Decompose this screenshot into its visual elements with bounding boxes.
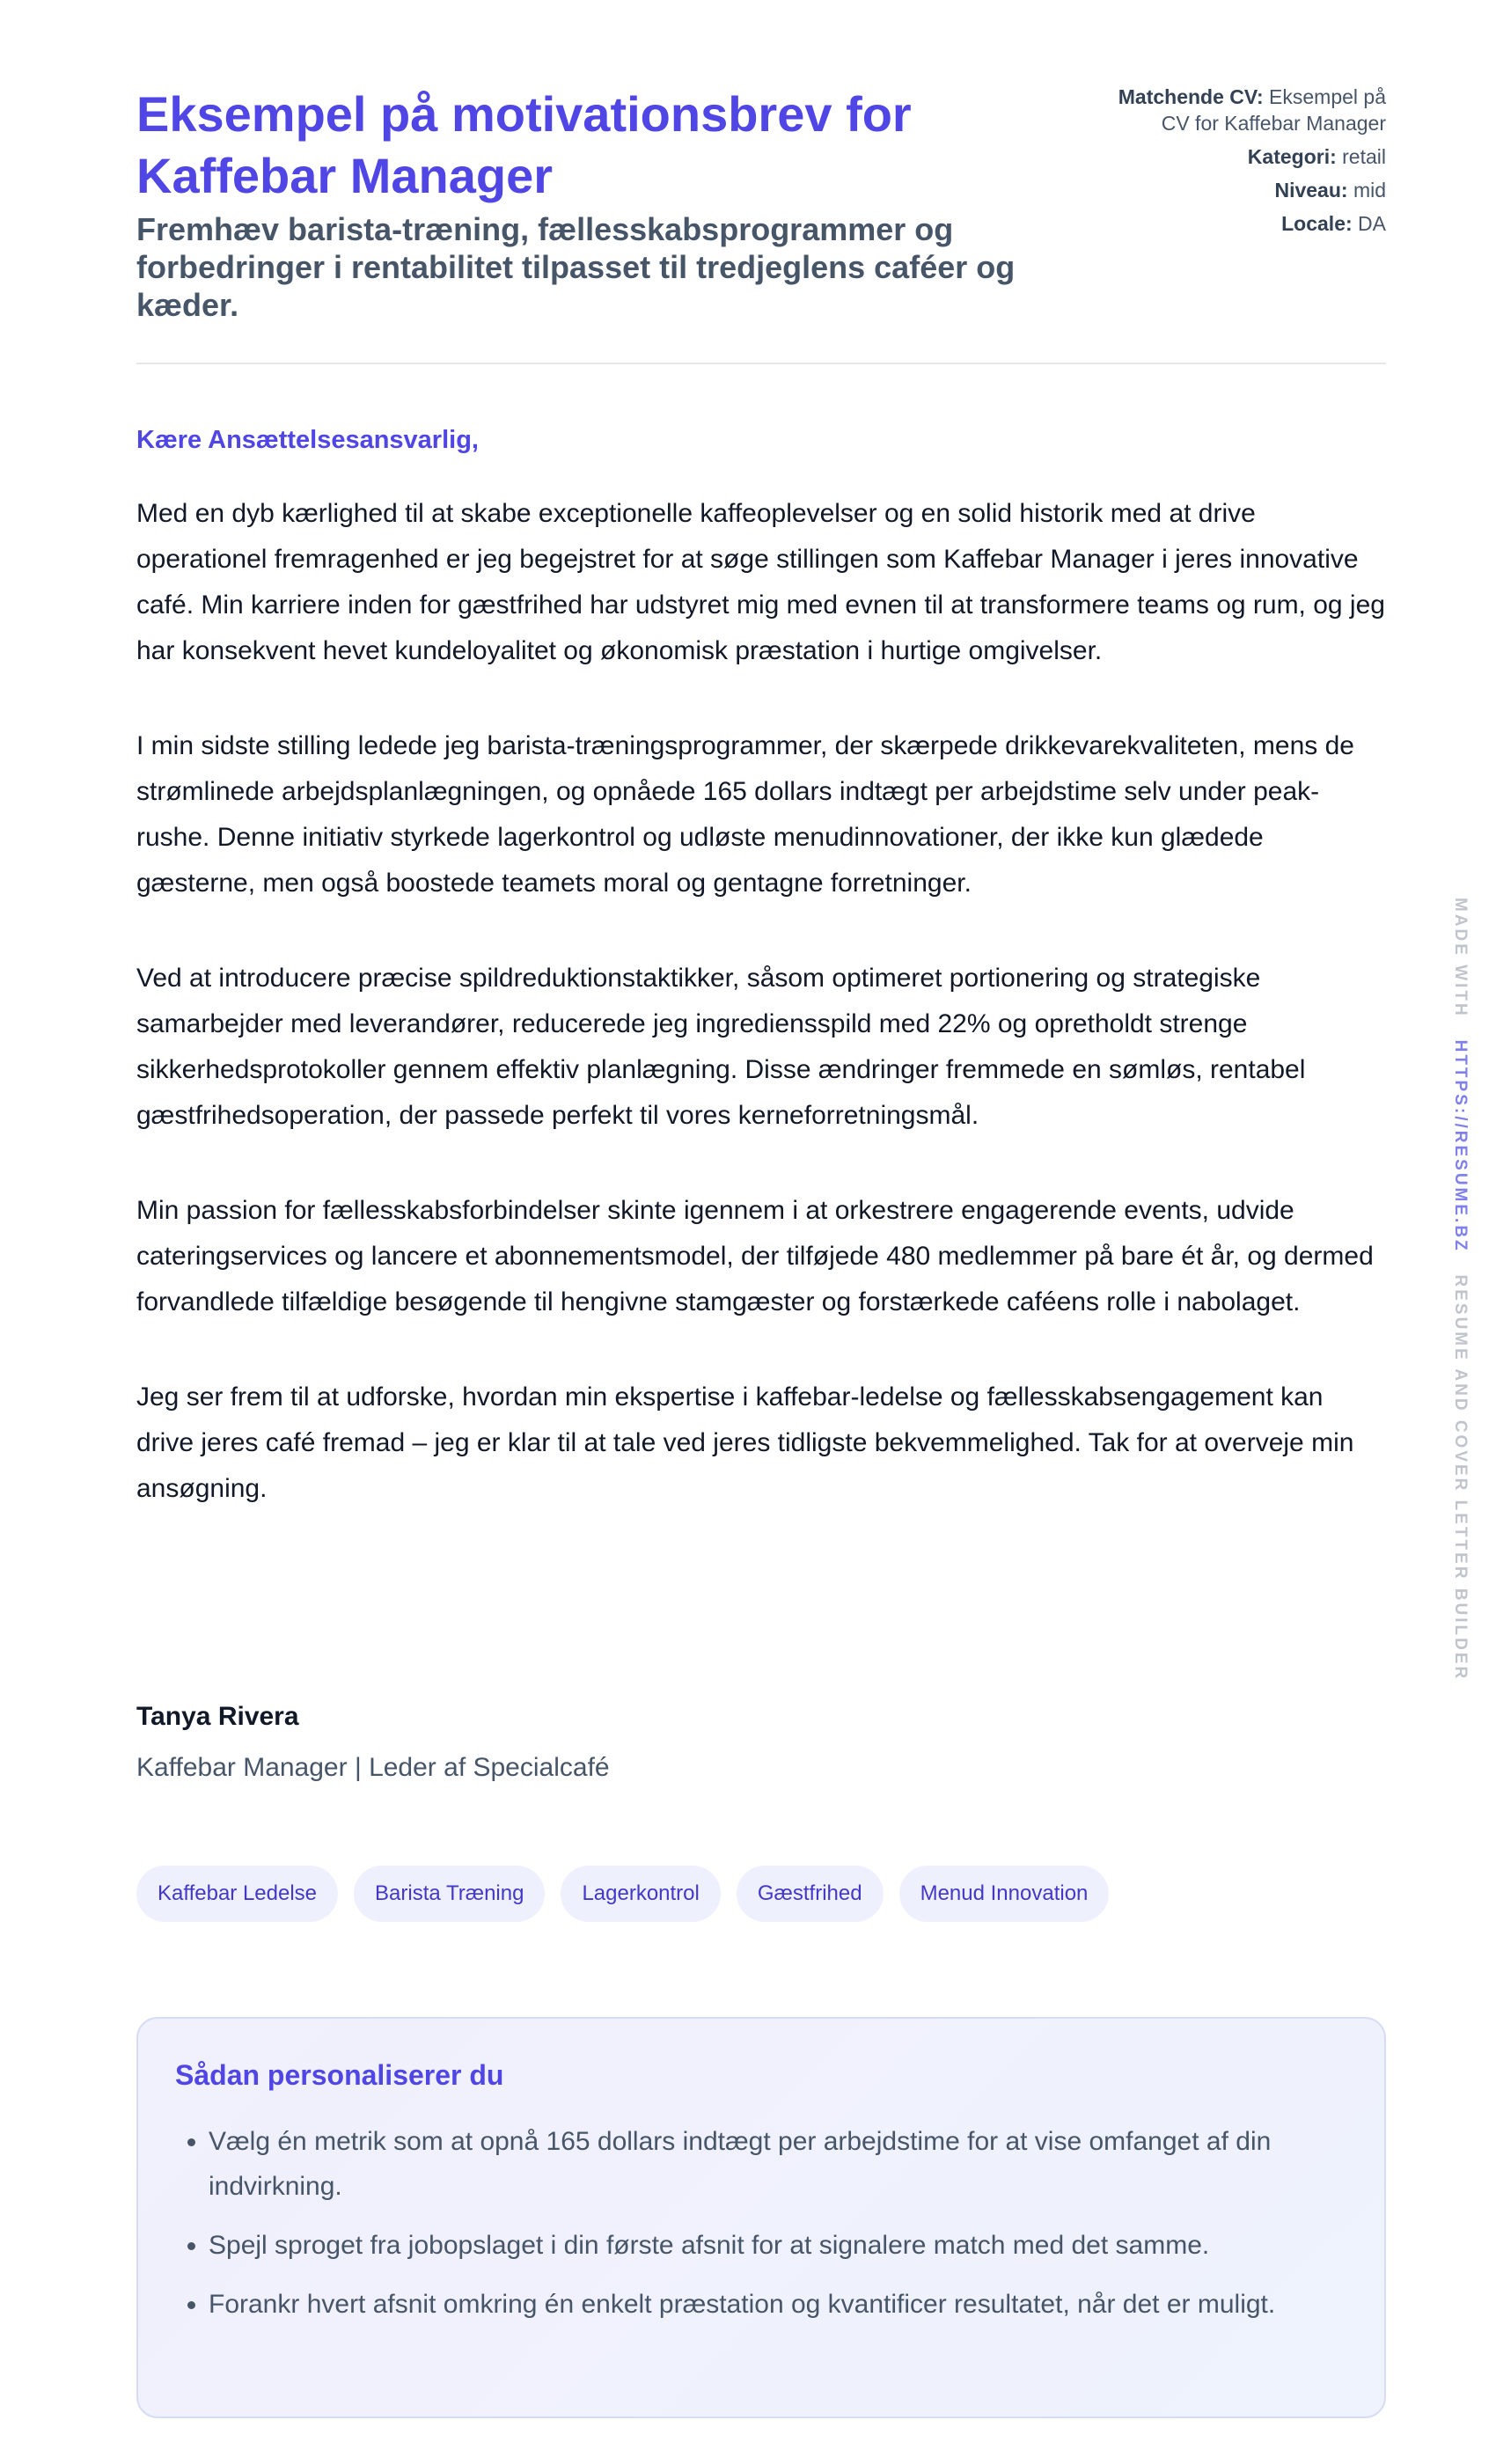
tag-lagerkontrol: Lagerkontrol	[561, 1866, 720, 1922]
meta-level	[1096, 177, 1386, 203]
tag-menud-innovation: Menud Innovation	[899, 1866, 1110, 1922]
letter-greeting: Kære Ansættelsesansvarlig,	[136, 426, 479, 454]
letter-paragraph-4: Min passion for fællesskabsforbindelser skinte igennem i at orkestrere engagerende events, udvide cateringservices og lancere et abonnementsmodel, der tilføjede 480 medlemmer på bare ét år, og dermed forvandlede tilfældige besøgende til hengivne stamgæster og forstærkede caféens rolle i nabolaget.	[136, 1196, 1374, 1316]
tips-title: Sådan personaliserer du	[175, 2059, 504, 2091]
meta-category-value: retail	[1342, 145, 1386, 168]
signature-title: Kaffebar Manager | Leder af Specialcafé	[136, 1753, 610, 1782]
tag-kaffebar-ledelse: Kaffebar Ledelse	[136, 1866, 338, 1922]
personalize-tips-box	[136, 2017, 1386, 2418]
meta-cv-label: Matchende CV:	[1118, 85, 1264, 108]
meta-category-label: Kategori:	[1247, 145, 1337, 168]
letter-paragraph-1: Med en dyb kærlighed til at skabe exceptionelle kaffeoplevelser og en solid historik med at drive operationel fremragenhed er jeg begejstret for at søge stillingen som Kaffebar Manager i jeres innovative café. Min karriere inden for gæstfrihed har udstyret mig med evnen til at transformere teams og rum, og jeg har konsekvent hevet kundeloyalitet og økonomisk præstation i hurtige omgivelser.	[136, 499, 1385, 665]
page-title: Eksempel på motivationsbrev for Kaffebar Manager	[136, 86, 912, 203]
made-with-prefix: MADE WITH	[1451, 898, 1470, 1018]
letter-body	[136, 422, 1386, 1561]
tag-gaestfrihed: Gæstfrihed	[737, 1866, 884, 1922]
letter-paragraph-2: I min sidste stilling ledede jeg barista-træningsprogrammer, der skærpede drikkevarekvaliteten, mens de strømlinede arbejdsplanlægningen, og opnåede 165 dollars indtægt per arbejdstime selv under peak-rushe. Denne initiativ styrkede lagerkontrol og udløste menudinnovationer, der ikke kun glædede gæsterne, men også boostede teamets moral og gentagne forretninger.	[136, 731, 1354, 898]
meta-locale	[1096, 210, 1386, 237]
meta-cv	[1096, 84, 1386, 136]
meta-level-value: mid	[1353, 179, 1386, 202]
signature-name: Tanya Rivera	[136, 1702, 299, 1731]
skill-tags	[136, 1866, 1109, 1922]
made-with-note	[1451, 898, 1483, 1682]
made-with-link[interactable]: HTTPS://RESUME.BZ	[1451, 1039, 1470, 1253]
letter-paragraph-5: Jeg ser frem til at udforske, hvordan min ekspertise i kaffebar-ledelse og fællesskabsengagement kan drive jeres café fremad – jeg er klar til at tale ved jeres tidligste bekvemmelighed. Tak for at overveje min ansøgning.	[136, 1382, 1354, 1503]
tip-item-3: • Forankr hvert afsnit omkring én enkelt præstation og kvantificer resultatet, når det er muligt.	[209, 2282, 1347, 2327]
tip-item-2: • Spejl sproget fra jobopslaget i din første afsnit for at signalere match med det samme.	[209, 2223, 1347, 2268]
tips-list	[175, 2119, 1347, 2327]
tip-item-1: • Vælg én metrik som at opnå 165 dollars indtægt per arbejdstime for at vise omfanget af din indvirkning.	[209, 2119, 1347, 2209]
meta-locale-label: Locale:	[1281, 212, 1353, 235]
header-divider	[136, 363, 1386, 364]
made-with-suffix: RESUME AND COVER LETTER BUILDER	[1451, 1274, 1470, 1682]
signature	[136, 1698, 1386, 1786]
meta-level-label: Niveau:	[1274, 179, 1348, 202]
tag-barista-traening: Barista Træning	[354, 1866, 545, 1922]
page-subtitle: Fremhæv barista-træning, fællesskabsprogrammer og forbedringer i rentabilitet tilpasset til tredjeglens caféer og kæder.	[136, 211, 1016, 323]
header	[136, 84, 1386, 324]
meta-cv-value[interactable]: Eksempel på CV for Kaffebar Manager	[1161, 85, 1386, 135]
meta-panel	[1096, 84, 1386, 244]
made-with-text	[1450, 898, 1470, 1681]
meta-category	[1096, 143, 1386, 170]
meta-locale-value: DA	[1358, 212, 1386, 235]
letter-paragraph-3: Ved at introducere præcise spildreduktionstaktikker, såsom optimeret portionering og strategiske samarbejder med leverandører, reducerede jeg ingrediensspild med 22% og opretholdt strenge sikkerhedsprotokoller gennem effektiv planlægning. Disse ændringer fremmede en sømløs, rentabel gæstfrihedsoperation, der passede perfekt til vores kerneforretningsmål.	[136, 964, 1306, 1130]
